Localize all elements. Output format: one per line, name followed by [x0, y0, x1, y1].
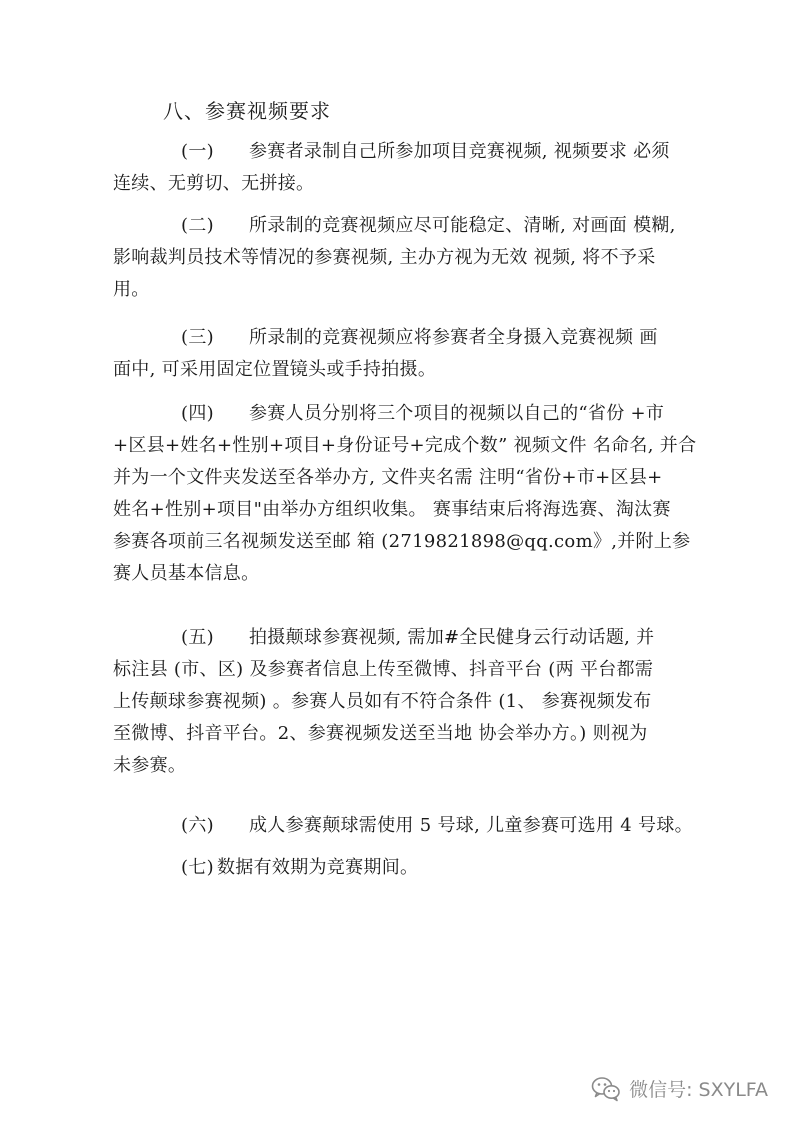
item-number: (三): [181, 327, 214, 348]
item-text: 赛人员基本信息。: [113, 563, 260, 584]
item-text: 所录制的竞赛视频应尽可能稳定、清晰, 对画面 模糊,: [249, 215, 676, 236]
item-text: 姓名+性别+项目"由举办方组织收集。 赛事结束后将海选赛、淘汰赛: [113, 499, 671, 520]
requirement-item-7: [113, 852, 693, 884]
item-text: 用。: [113, 279, 150, 300]
item-number: (四): [181, 403, 214, 424]
item-text: 参赛各项前三名视频发送至邮 箱 (2719821898@qq.com》,并附上参: [113, 531, 691, 552]
item-number: (二): [181, 215, 214, 236]
requirement-item-1: [113, 136, 693, 200]
item-text: 连续、无剪切、无拼接。: [113, 173, 315, 194]
item-number: (六): [181, 815, 214, 836]
item-first-line: [113, 322, 693, 354]
item-text: 未参赛。: [113, 755, 187, 776]
item-text: 影响裁判员技术等情况的参赛视频, 主办方视为无效 视频, 将不予采: [113, 247, 656, 268]
item-first-line: [113, 398, 693, 430]
item-text: 参赛人员分别将三个项目的视频以自己的“省份 +市: [249, 403, 665, 424]
item-number: (七): [181, 857, 214, 878]
item-first-line: [113, 136, 693, 168]
wechat-icon: [591, 1076, 621, 1102]
item-number: (一): [181, 141, 214, 162]
item-first-line: [113, 210, 693, 242]
item-text: 面中, 可采用固定位置镜头或手持拍摄。: [113, 359, 437, 380]
requirement-item-5: [113, 622, 693, 782]
item-text: 成人参赛颠球需使用 5 号球, 儿童参赛可选用 4 号球。: [249, 815, 693, 836]
requirement-item-4: [113, 398, 697, 590]
item-text: 标注县 (市、区) 及参赛者信息上传至微博、抖音平台 (两 平台都需: [113, 659, 654, 680]
requirement-item-2: [113, 210, 693, 306]
item-first-line: [113, 810, 693, 842]
requirement-item-6: [113, 810, 693, 842]
item-text: 所录制的竞赛视频应将参赛者全身摄入竞赛视频 画: [249, 327, 658, 348]
item-text: 拍摄颠球参赛视频, 需加#全民健身云行动话题, 并: [249, 627, 655, 648]
item-text: +区县+姓名+性别+项目+身份证号+完成个数” 视频文件 名命名, 并合: [113, 435, 697, 456]
item-text: 参赛者录制自己所参加项目竞赛视频, 视频要求 必须: [249, 141, 670, 162]
wechat-watermark: [591, 1075, 768, 1102]
watermark-text: 微信号: SXYLFA: [629, 1079, 768, 1101]
item-text: 数据有效期为竞赛期间。: [217, 857, 419, 878]
item-text: 并为一个文件夹发送至各举办方, 文件夹名需 注明“省份+市+区县+: [113, 467, 663, 488]
item-first-line: [113, 852, 693, 884]
item-first-line: [113, 622, 693, 654]
item-text: 至微博、抖音平台。2、参赛视频发送至当地 协会举办方。) 则视为: [113, 723, 648, 744]
requirement-item-3: [113, 322, 693, 386]
item-number: (五): [181, 627, 214, 648]
section-heading: 八、参赛视频要求: [163, 99, 331, 123]
item-text: 上传颠球参赛视频) 。参赛人员如有不符合条件 (1、 参赛视频发布: [113, 691, 652, 712]
